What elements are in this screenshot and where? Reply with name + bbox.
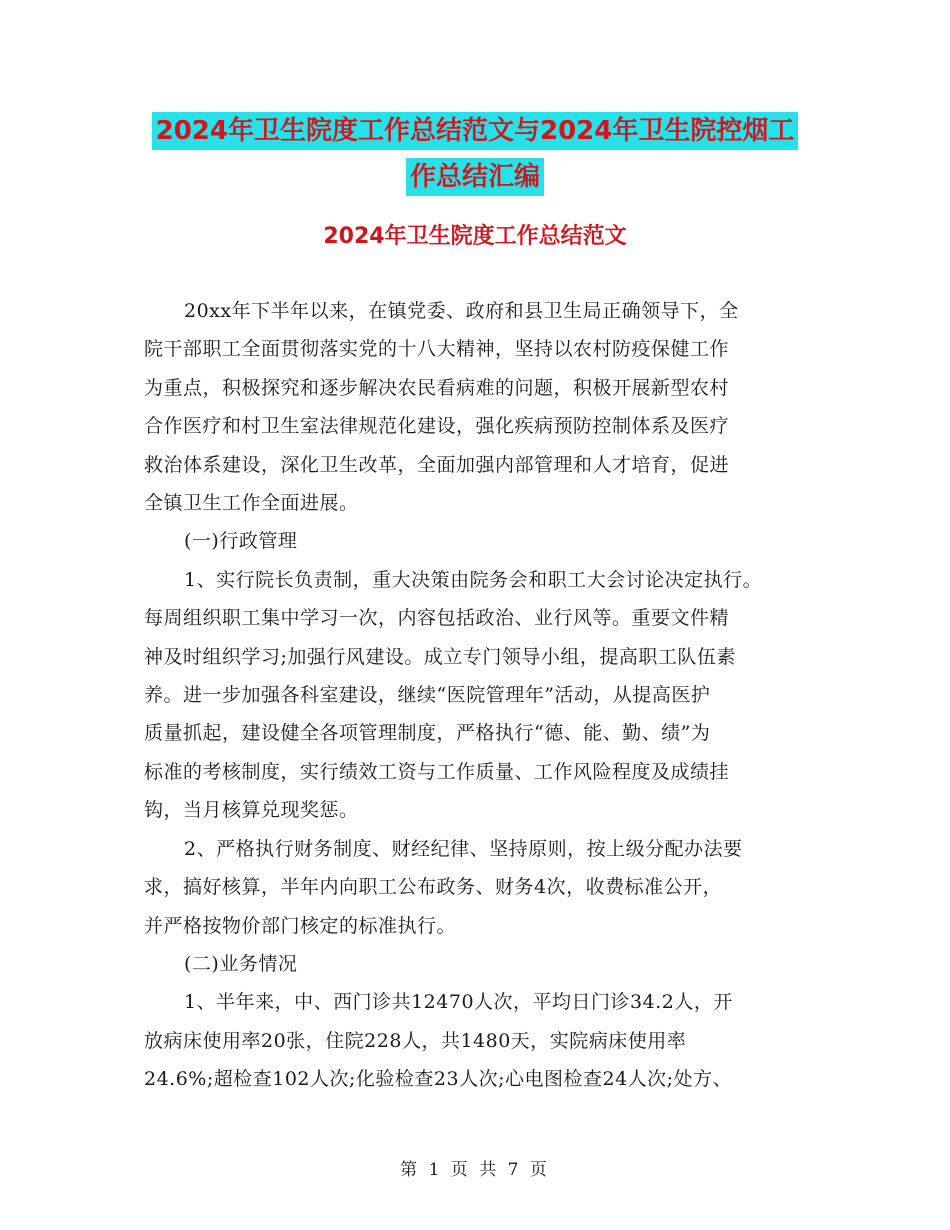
body-line: 放病床使用率20张，住院228人，共1480天，实院病床使用率 (144, 1029, 687, 1052)
body-line: 合作医疗和村卫生室法律规范化建设，强化疾病预防控制体系及医疗 (144, 415, 730, 438)
title-line-1: 2024年卫生院度工作总结范文与2024年卫生院控烟工 (152, 112, 799, 150)
body-line: 1、实行院长负责制，重大决策由院务会和职工大会讨论决定执行。 (184, 568, 763, 591)
body-line: 标准的考核制度，实行绩效工资与工作质量、工作风险程度及成绩挂 (144, 760, 730, 783)
body-line: 钩，当月核算兑现奖惩。 (144, 799, 359, 822)
body-line: (二)业务情况 (184, 952, 298, 975)
section-heading: 2024年卫生院度工作总结范文 (323, 224, 627, 249)
body-line: 1、半年来，中、西门诊共12470人次，平均日门诊34.2人，开 (184, 991, 733, 1014)
body-line: 养。进一步加强各科室建设，继续“医院管理年”活动，从提高医护 (144, 684, 711, 707)
body-line: 为重点，积极探究和逐步解决农民看病难的问题，积极开展新型农村 (144, 376, 730, 399)
body-line: 质量抓起，建设健全各项管理制度，严格执行“德、能、勤、绩”为 (144, 722, 711, 745)
document-title (0, 112, 950, 204)
body-line: 救治体系建设，深化卫生改革，全面加强内部管理和人才培育，促进 (144, 453, 730, 476)
body-line: 2、严格执行财务制度、财经纪律、坚持原则，按上级分配办法要 (184, 837, 743, 860)
title-line-2: 作总结汇编 (406, 158, 544, 196)
body-line: (一)行政管理 (184, 530, 298, 553)
body-line: 全镇卫生工作全面进展。 (144, 492, 359, 515)
body-line: 求，搞好核算，半年内向职工公布政务、财务4次，收费标准公开， (144, 876, 723, 899)
page-footer: 第 1 页 共 7 页 (400, 1160, 550, 1180)
body-line: 并严格按物价部门核定的标准执行。 (144, 914, 457, 937)
body-line: 24.6%;超检查102人次;化验检查23人次;心电图检查24人次;处方、 (144, 1068, 733, 1091)
body-line: 每周组织职工集中学习一次，内容包括政治、业行风等。重要文件精 (144, 607, 730, 630)
body-line: 20xx年下半年以来，在镇党委、政府和县卫生局正确领导下，全 (184, 300, 739, 322)
body-line: 院干部职工全面贯彻落实党的十八大精神，坚持以农村防疫保健工作 (144, 338, 730, 361)
document-body (144, 292, 810, 1099)
body-line: 神及时组织学习;加强行风建设。成立专门领导小组，提高职工队伍素 (144, 645, 736, 668)
